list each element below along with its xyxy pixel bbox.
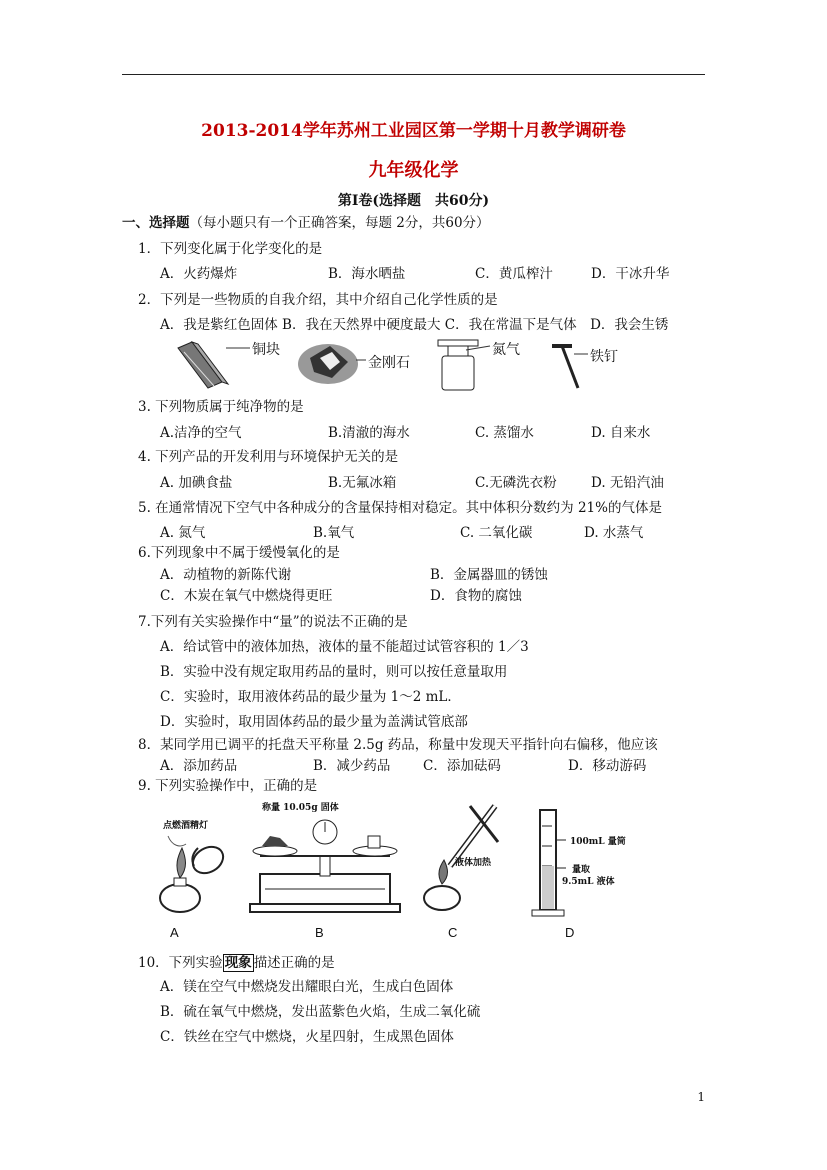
q8-option-c: C．添加砝码 bbox=[423, 758, 501, 774]
q7-option-a: A．给试管中的液体加热，液体的量不能超过试管容积的 1／3 bbox=[160, 639, 529, 655]
q7-stem: 7.下列有关实验操作中“量”的说法不正确的是 bbox=[138, 614, 408, 630]
header-rule bbox=[122, 74, 705, 75]
label-measure: 量取 bbox=[572, 865, 591, 875]
label-heat-liquid: 液体加热 bbox=[455, 858, 492, 868]
page-number: 1 bbox=[697, 1090, 705, 1104]
q6-option-c: C．木炭在氧气中燃烧得更旺 bbox=[160, 588, 333, 604]
q9-stem: 9. 下列实验操作中，正确的是 bbox=[138, 778, 318, 794]
exam-subtitle: 九年级化学 bbox=[368, 160, 459, 181]
q1-option-c: C．黄瓜榨汁 bbox=[475, 266, 553, 282]
q6-option-a: A．动植物的新陈代谢 bbox=[160, 567, 292, 583]
q10-stem-boxed: 现象 bbox=[224, 955, 252, 971]
q10-stem bbox=[138, 954, 335, 972]
q2-figure bbox=[170, 336, 710, 396]
q4-option-c: C.无磷洗衣粉 bbox=[475, 475, 557, 491]
part-note: （每小题只有一个正确答案，每题 2分，共60分） bbox=[189, 215, 490, 231]
q1-stem: 1．下列变化属于化学变化的是 bbox=[138, 241, 323, 257]
figure-letter-a: A bbox=[170, 925, 179, 940]
gas-bottle-icon bbox=[438, 340, 490, 390]
q6-stem: 6.下列现象中不属于缓慢氧化的是 bbox=[138, 545, 340, 561]
q10-stem-after: 描述正确的是 bbox=[253, 955, 335, 971]
q10-option-c: C．铁丝在空气中燃烧，火星四射，生成黑色固体 bbox=[160, 1029, 454, 1045]
iron-nail-icon bbox=[552, 346, 588, 388]
q10-option-a: A．镁在空气中燃烧发出耀眼白光，生成白色固体 bbox=[160, 979, 454, 995]
label-weigh-solid: 称量 10.05g 固体 bbox=[262, 803, 339, 813]
q2-stem: 2．下列是一些物质的自我介绍，其中介绍自己化学性质的是 bbox=[138, 292, 498, 308]
copper-block-icon bbox=[178, 342, 250, 388]
q3-option-b: B.清澈的海水 bbox=[328, 425, 410, 441]
q10-stem-before: 10．下列实验 bbox=[138, 955, 223, 971]
label-iron-nail: 铁钉 bbox=[590, 349, 618, 365]
figure-letter-b: B bbox=[315, 925, 324, 940]
q8-option-b: B．减少药品 bbox=[313, 758, 391, 774]
q4-option-b: B.无氟冰箱 bbox=[328, 475, 397, 491]
alcohol-lamp-icon bbox=[160, 836, 228, 912]
q5-option-b: B.氧气 bbox=[313, 525, 355, 541]
graduated-cylinder-icon bbox=[532, 810, 566, 916]
q4-option-d: D. 无铅汽油 bbox=[591, 475, 664, 491]
q1-option-a: A．火药爆炸 bbox=[160, 266, 238, 282]
q5-option-a: A. 氮气 bbox=[160, 525, 206, 541]
q3-stem: 3. 下列物质属于纯净物的是 bbox=[138, 399, 304, 415]
q2-options: A．我是紫红色固体 B．我在天然界中硬度最大 C．我在常温下是气体 D．我会生锈 bbox=[160, 317, 669, 333]
q5-stem: 5. 在通常情况下空气中各种成分的含量保持相对稳定。其中体积分数约为 21%的气体是 bbox=[138, 500, 662, 516]
part-label: 一、选择题 bbox=[122, 215, 190, 231]
label-9-5ml-liquid: 9.5mL 液体 bbox=[562, 877, 615, 887]
q6-option-b: B．金属器皿的锈蚀 bbox=[430, 567, 548, 583]
q3-option-a: A.洁净的空气 bbox=[160, 425, 242, 441]
q6-option-d: D．食物的腐蚀 bbox=[430, 588, 522, 604]
q10-option-b: B．硫在氧气中燃烧，发出蓝紫色火焰，生成二氧化硫 bbox=[160, 1004, 481, 1020]
q4-stem: 4. 下列产品的开发利用与环境保护无关的是 bbox=[138, 449, 399, 465]
balance-icon bbox=[250, 820, 400, 912]
exam-title: 2013-2014学年苏州工业园区第一学期十月教学调研卷 bbox=[201, 121, 626, 141]
q7-option-c: C．实验时，取用液体药品的最少量为 1～2 mL． bbox=[160, 689, 461, 705]
q9-figure bbox=[150, 796, 620, 920]
part-heading bbox=[122, 214, 490, 232]
figure-letter-d: D bbox=[565, 925, 575, 940]
q1-option-d: D．干冰升华 bbox=[591, 266, 670, 282]
label-cylinder: 100mL 量筒 bbox=[570, 837, 626, 847]
q7-option-b: B．实验中没有规定取用药品的量时，则可以按任意量取用 bbox=[160, 664, 508, 680]
label-nitrogen: 氮气 bbox=[492, 342, 520, 358]
q5-option-d: D. 水蒸气 bbox=[584, 525, 644, 541]
q1-option-b: B．海水晒盐 bbox=[328, 266, 406, 282]
q5-option-c: C. 二氧化碳 bbox=[460, 525, 533, 541]
q4-option-a: A. 加碘食盐 bbox=[160, 475, 233, 491]
label-diamond: 金刚石 bbox=[368, 355, 410, 371]
q8-option-a: A．添加药品 bbox=[160, 758, 238, 774]
figure-letter-c: C bbox=[448, 925, 458, 940]
q3-option-d: D. 自来水 bbox=[591, 425, 651, 441]
section-title: 第Ⅰ卷(选择题 共60分) bbox=[337, 193, 490, 209]
diamond-icon bbox=[298, 344, 366, 384]
q8-stem: 8．某同学用已调平的托盘天平称量 2.5g 药品，称量中发现天平指针向右偏移，他应该 bbox=[138, 737, 658, 753]
q3-option-c: C. 蒸馏水 bbox=[475, 425, 534, 441]
label-light-lamp: 点燃酒精灯 bbox=[163, 821, 209, 831]
q7-option-d: D．实验时，取用固体药品的最少量为盖满试管底部 bbox=[160, 714, 468, 730]
label-copper-block: 铜块 bbox=[252, 342, 280, 358]
q8-option-d: D．移动游码 bbox=[568, 758, 647, 774]
